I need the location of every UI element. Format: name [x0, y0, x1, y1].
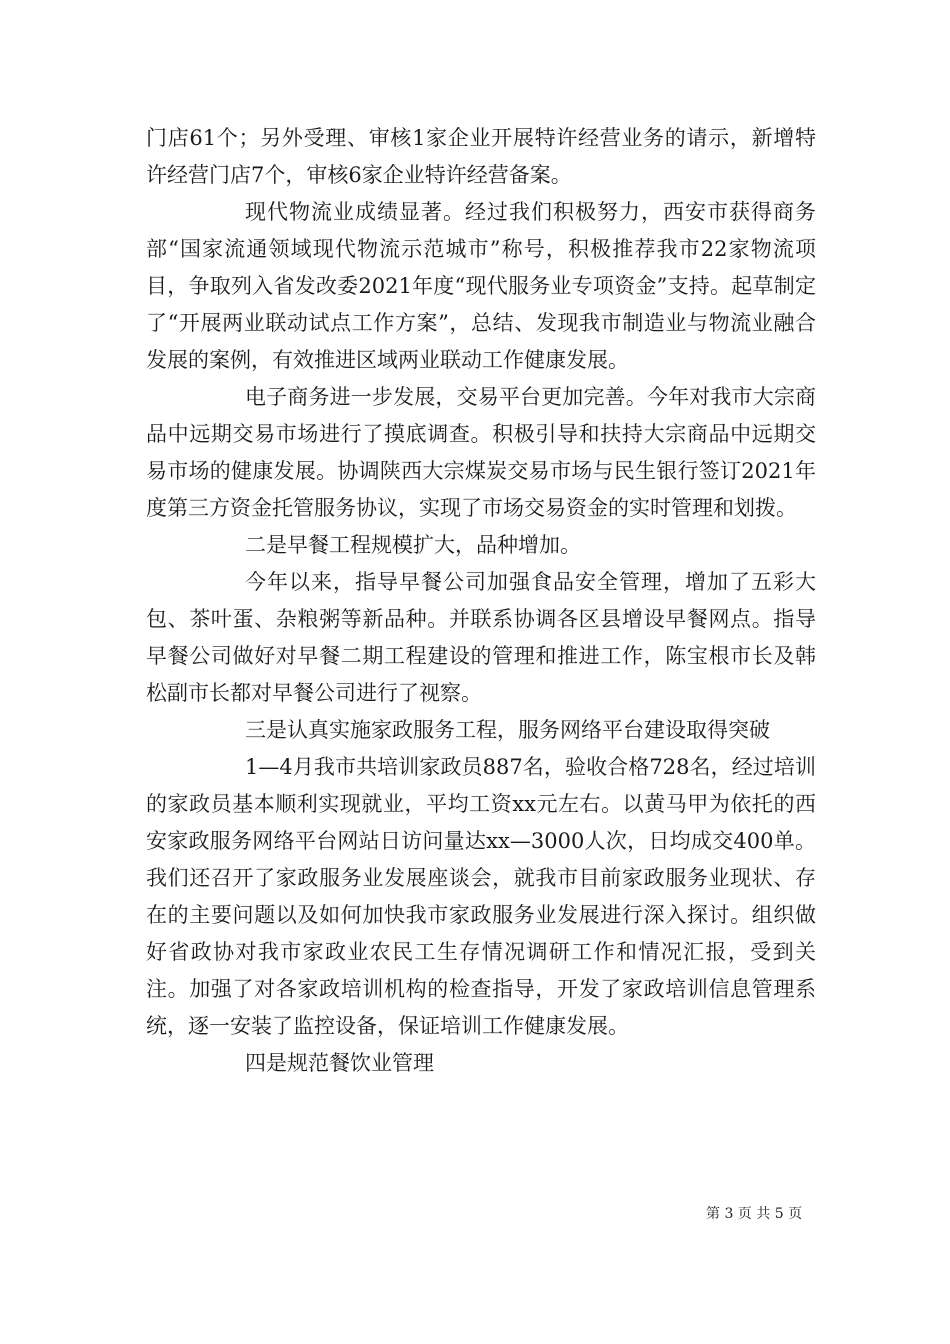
page-number-footer: 第 3 页 共 5 页 [706, 1206, 803, 1222]
paragraph-housekeeping-training: 1—4月我市共培训家政员887名，验收合格728名，经过培训的家政员基本顺利实现就业，平均工资xx元左右。以黄马甲为依托的西安家政服务网络平台网站日访问量达xx—3000人次，日均成交400单。我们还召开了家政服务业发展座谈会，就我市目前家政服务业现状、存在的主要问题以及如何加快我市家政服务业发展进行深入探讨。组织做好省政协对我市家政业农民工生存情况调研工作和情况汇报，受到关注。加强了对各家政培训机构的检查指导，开发了家政培训信息管理系统，逐一安装了监控设备，保证培训工作健康发展。 [146, 755, 816, 1038]
section-heading-housekeeping: 三是认真实施家政服务工程，服务网络平台建设取得突破 [245, 718, 770, 742]
paragraph-e-commerce: 电子商务进一步发展，交易平台更加完善。今年对我市大宗商品中远期交易市场进行了摸底调查。积极引导和扶持大宗商品中远期交易市场的健康发展。协调陕西大宗煤炭交易市场与民生银行签订2021年度第三方资金托管服务协议，实现了市场交易资金的实时管理和划拨。 [146, 385, 816, 520]
section-heading-breakfast: 二是早餐工程规模扩大，品种增加。 [245, 533, 581, 557]
document-body [146, 120, 816, 1082]
paragraph-breakfast-company: 今年以来，指导早餐公司加强食品安全管理，增加了五彩大包、茶叶蛋、杂粮粥等新品种。并联系协调各区县增设早餐网点。指导早餐公司做好对早餐二期工程建设的管理和推进工作，陈宝根市长及韩松副市长都对早餐公司进行了视察。 [146, 570, 816, 705]
paragraph-modern-logistics: 现代物流业成绩显著。经过我们积极努力，西安市获得商务部“国家流通领域现代物流示范城市”称号，积极推荐我市22家物流项目，争取列入省发改委2021年度“现代服务业专项资金”支持。起草制定了“开展两业联动试点工作方案”，总结、发现我市制造业与物流业融合发展的案例，有效推进区域两业联动工作健康发展。 [146, 200, 816, 372]
paragraph-store-licensing: 门店61个；另外受理、审核1家企业开展特许经营业务的请示，新增特许经营门店7个，审核6家企业特许经营备案。 [146, 126, 816, 187]
section-heading-catering: 四是规范餐饮业管理 [245, 1051, 434, 1075]
